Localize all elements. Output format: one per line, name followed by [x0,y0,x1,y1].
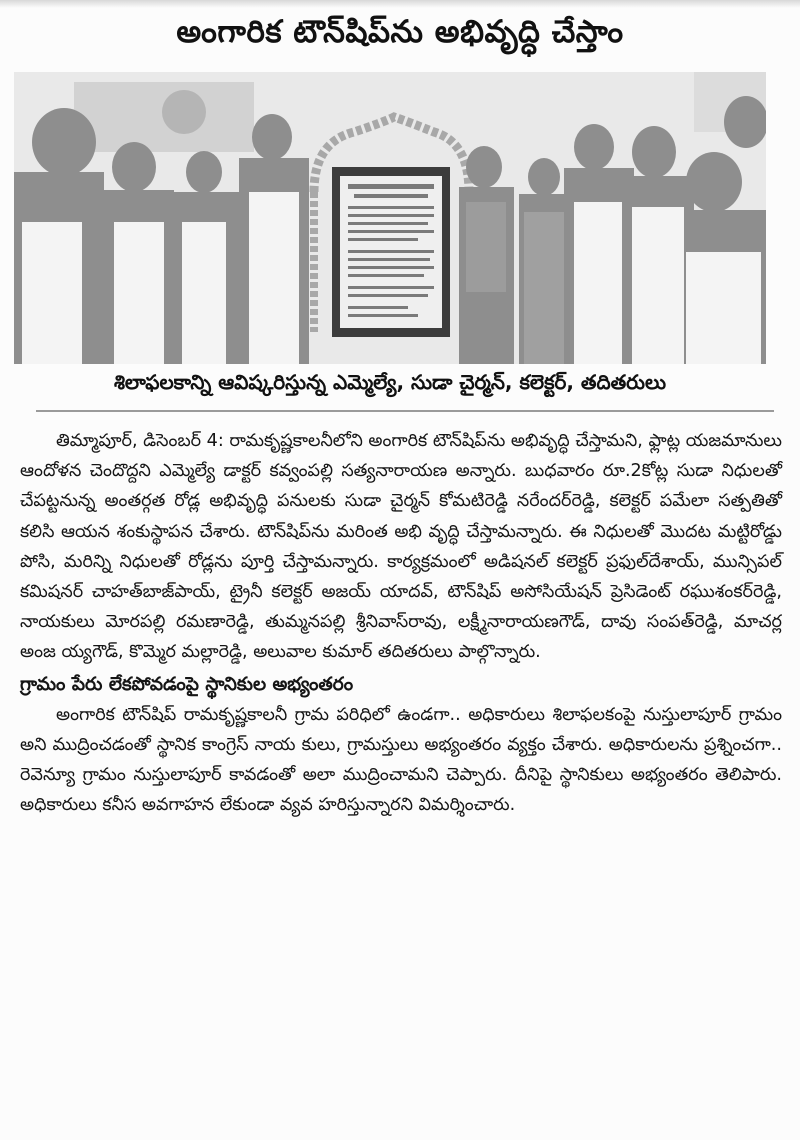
ceremony-photo-illustration [14,72,766,364]
caption-divider [36,410,774,412]
clipping-top-edge [0,0,800,8]
article-subheading: గ్రామం పేరు లేకపోవడంపై స్థానికుల అభ్యంతరం [20,673,354,695]
article-paragraph: అంగారిక టౌన్‌షిప్ రామకృష్ణకాలనీ గ్రామ పరిధిలో ఉండగా.. అధికారులు శిలాఫలకంపై నుస్తులాపూర్ గ్రామం అని ముద్రించడంతో స్థానిక కాంగ్రెస్ నాయ కులు, గ్రామస్తులు అభ్యంతరం వ్యక్తం చేశారు. అధికారులను ప్రశ్నించగా.. రెవెన్యూ గ్రామం నుస్తులాపూర్ కావడంతో అలా ముద్రించామని చెప్పారు. దీనిపై స్థానికులు అభ్యంతరం తెలిపారు. అధికారులు కనీస అవగాహన లేకుండా వ్యవ హరిస్తున్నారని విమర్శించారు. [20,704,782,816]
article-body [20,426,782,821]
article-paragraph: తిమ్మాపూర్, డిసెంబర్ 4: రామకృష్ణకాలనీలోని అంగారిక టౌన్‌షిప్‌ను అభివృద్ధి చేస్తామని, ఫ్లాట్ల యజమానులు ఆందోళన చెందొద్దని ఎమ్మెల్యే డాక్టర్ కవ్వంపల్లి సత్యనారాయణ అన్నారు. బుధవారం రూ.2కోట్ల సుడా నిధులతో చేపట్టనున్న అంతర్గత రోడ్ల అభివృద్ధి పనులకు సుడా చైర్మన్ కోమటిరెడ్డి నరేందర్‌రెడ్డి, కలెక్టర్ పమేలా సత్పతితో కలిసి ఆయన శంకుస్థాపన చేశారు. టౌన్‌షిప్‌ను మరింత అభి వృద్ధి చేస్తామన్నారు. ఈ నిధులతో మొదట మట్టిరోడ్డు పోసి, మరిన్ని నిధులతో రోడ్లను పూర్తి చేస్తామన్నారు. కార్యక్రమంలో అడిషనల్ కలెక్టర్ ప్రఫుల్‌దేశాయ్, మున్సిపల్ కమిషనర్ చాహత్‌బాజ్‌పాయ్, ట్రైనీ కలెక్టర్ అజయ్ యాదవ్, టౌన్‌షిప్ అసోసియేషన్ ప్రెసిడెంట్ రఘుశంకర్‌రెడ్డి, నాయకులు మోరపల్లి రమణారెడ్డి, తుమ్మనపల్లి శ్రీనివాస్‌రావు, లక్ష్మీనారాయణగౌడ్, దావు సంపత్‌రెడ్డి, మాచర్ల అంజ య్యగౌడ్, కొమ్మెర మల్లారెడ్డి, అలువాల కుమార్ తదితరులు పాల్గొన్నారు. [20,431,782,663]
article-headline: అంగారిక టౌన్‌షిప్‌ను అభివృద్ధి చేస్తాం [176,14,624,50]
photo-caption: శిలాఫలకాన్ని ఆవిష్కరిస్తున్న ఎమ్మెల్యే, సుడా చైర్మన్, కలెక్టర్, తదితరులు [113,370,667,394]
article-photo [14,72,766,364]
